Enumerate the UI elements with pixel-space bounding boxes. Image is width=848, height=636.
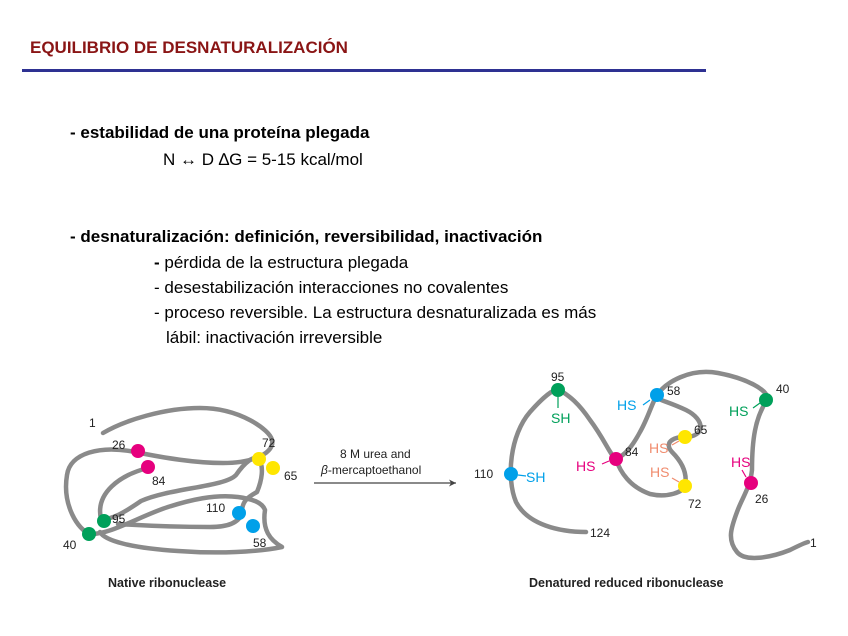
denatured-label-58: 58 xyxy=(667,384,681,398)
residue-65-dot xyxy=(266,461,280,475)
native-label-58: 58 xyxy=(253,536,267,550)
residue-26-dot xyxy=(131,444,145,458)
residue-84-dot xyxy=(141,460,155,474)
residue-40-dot xyxy=(82,527,96,541)
denaturation-item-3-continuation: lábil: inactivación irreversible xyxy=(166,328,383,347)
native-label-72: 72 xyxy=(262,436,276,450)
bond-84 xyxy=(602,461,609,464)
residue-84-dot xyxy=(609,452,623,466)
denaturation-item-3 xyxy=(154,303,596,323)
native-label-1: 1 xyxy=(89,416,96,430)
residue-58-dot xyxy=(650,388,664,402)
residue-110-dot xyxy=(232,506,246,520)
item-text: pérdida de la estructura plegada xyxy=(159,253,409,272)
beta-symbol: β xyxy=(321,463,328,477)
denatured-caption: Denatured reduced ribonuclease xyxy=(529,576,724,590)
denatured-label-26: 26 xyxy=(755,492,769,506)
bond-58 xyxy=(643,400,650,405)
bond-26 xyxy=(742,470,746,477)
residue-58-dot xyxy=(246,519,260,533)
native-label-110: 110 xyxy=(206,501,226,515)
residue-110-dot xyxy=(504,467,518,481)
denatured-label-40: 40 xyxy=(776,382,790,396)
item-dash: - xyxy=(154,278,160,297)
group-hs-26: HS xyxy=(731,454,751,470)
slide-title: EQUILIBRIO DE DESNATURALIZACIÓN xyxy=(30,38,348,57)
reaction-condition-line2 xyxy=(320,463,421,477)
bond-72 xyxy=(672,478,679,482)
group-sh-95: SH xyxy=(551,410,571,426)
denaturation-item-2 xyxy=(154,278,508,298)
denatured-label-95: 95 xyxy=(551,370,565,384)
reaction-reagent: -mercaptoethanol xyxy=(327,463,422,477)
item-text: desestabilización interacciones no covalentes xyxy=(159,278,509,297)
group-hs-84: HS xyxy=(576,458,596,474)
denatured-label-1: 1 xyxy=(810,536,817,550)
denatured-label-72: 72 xyxy=(688,497,702,511)
bullet-stability-heading: - estabilidad de una proteína plegada xyxy=(70,123,370,142)
denatured-label-110: 110 xyxy=(474,467,494,481)
reaction-arrow xyxy=(314,447,456,487)
native-caption: Native ribonuclease xyxy=(108,576,227,590)
ribonuclease-denaturation-diagram xyxy=(0,355,848,636)
group-hs-58: HS xyxy=(617,397,637,413)
group-hs-72: HS xyxy=(650,464,670,480)
residue-65-dot xyxy=(678,430,692,444)
native-label-65: 65 xyxy=(284,469,298,483)
residue-72-dot xyxy=(252,452,266,466)
group-hs-65: HS xyxy=(649,440,669,456)
residue-26-dot xyxy=(744,476,758,490)
reaction-condition-line1: 8 M urea and xyxy=(340,447,411,461)
residue-95-dot xyxy=(551,383,565,397)
denaturation-item-1 xyxy=(154,253,408,273)
group-hs-40: HS xyxy=(729,403,749,419)
residue-72-dot xyxy=(678,479,692,493)
item-dash: - xyxy=(154,253,160,272)
native-label-26: 26 xyxy=(112,438,126,452)
bullet-denaturation-heading: - desnaturalización: definición, reversibilidad, inactivación xyxy=(70,227,543,246)
stability-equation: N ↔ D ∆G = 5-15 kcal/mol xyxy=(163,150,363,169)
item-text: proceso reversible. La estructura desnaturalizada es más xyxy=(159,303,597,322)
residue-40-dot xyxy=(759,393,773,407)
native-label-95: 95 xyxy=(112,512,126,526)
native-label-84: 84 xyxy=(152,474,166,488)
denatured-label-65: 65 xyxy=(694,423,708,437)
bond-110 xyxy=(518,475,526,476)
title-underline xyxy=(22,69,706,72)
group-sh-110: SH xyxy=(526,469,546,485)
denatured-label-124: 124 xyxy=(590,526,611,540)
item-dash: - xyxy=(154,303,160,322)
native-label-40: 40 xyxy=(63,538,77,552)
denatured-label-84: 84 xyxy=(625,445,639,459)
denatured-groups xyxy=(526,397,750,485)
residue-95-dot xyxy=(97,514,111,528)
bond-40 xyxy=(753,403,760,408)
